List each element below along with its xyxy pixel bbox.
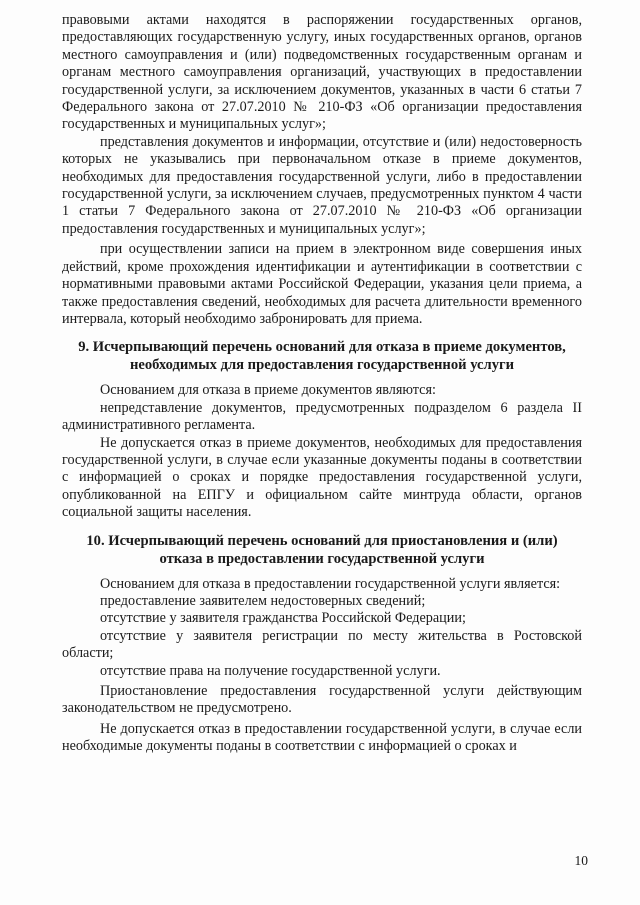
- section-10-list-item: отсутствие права на получение государственной услуги.: [100, 662, 441, 679]
- section-9-heading: 9. Исчерпывающий перечень оснований для отказа в приеме документов, необходимых для предоставления государственной услуги: [78, 339, 566, 374]
- section-9-paragraph: Не допускается отказ в приеме документов, необходимых для предоставления государственной услуги, в случае если указанные документы поданы в соответствии с информацией о сроках и порядке предоставления государственной услуги, опубликованной на ЕПГУ и официальном сайте минтруда области, органов социальной защиты населения.: [62, 434, 582, 521]
- section-10-list-item: отсутствие у заявителя регистрации по месту жительства в Ростовской области;: [62, 627, 582, 662]
- paragraph-continuation: правовыми актами находятся в распоряжении государственных органов, предоставляющих государственную услугу, иных государственных органов, органов местного самоуправления и (или) подведомственных государственным органам и органам местного самоуправления организаций, участвующих в предоставлении государственной услуги, за исключением документов, указанных в части 6 статьи 7 Федерального закона от 27.07.2010 № 210-ФЗ «Об организации предоставления государственных и муниципальных услуг»;: [62, 12, 582, 133]
- section-9-paragraph: Основанием для отказа в приеме документов являются:: [100, 382, 436, 399]
- section-10-list-item: отсутствие у заявителя гражданства Российской Федерации;: [100, 610, 466, 627]
- paragraph-documents-info: представления документов и информации, отсутствие и (или) недостоверность которых не указывались при первоначальном отказе в приеме документов, необходимых для предоставления государственной услуги, либо в предоставлении государственной услуги, за исключением случаев, предусмотренных пунктом 4 части 1 статьи 7 Федерального закона от 27.07.2010 № 210-ФЗ «Об организации предоставления государственных и муниципальных услуг»;: [62, 133, 582, 237]
- page-number: 10: [574, 852, 588, 868]
- section-10-paragraph: Не допускается отказ в предоставлении государственной услуги, в случае если необходимые документы поданы в соответствии с информацией о сроках и: [62, 720, 582, 755]
- section-10-list-item: предоставление заявителем недостоверных сведений;: [100, 592, 426, 609]
- paragraph-electronic-record: при осуществлении записи на прием в электронном виде совершения иных действий, кроме прохождения идентификации и аутентификации в соответствии с нормативными правовыми актами Российской Федерации, указания цели приема, а также предоставления сведений, необходимых для расчета длительности временного интервала, который необходимо забронировать для приема.: [62, 241, 582, 327]
- section-10-heading: 10. Исчерпывающий перечень оснований для приостановления и (или) отказа в предоставлении государственной услуги: [86, 532, 558, 567]
- section-10-paragraph: Приостановление предоставления государственной услуги действующим законодательством не предусмотрено.: [62, 683, 582, 717]
- section-9-paragraph: непредставление документов, предусмотренных подразделом 6 раздела II административного регламента.: [62, 399, 582, 434]
- section-10-paragraph: Основанием для отказа в предоставлении государственной услуги является:: [100, 575, 561, 592]
